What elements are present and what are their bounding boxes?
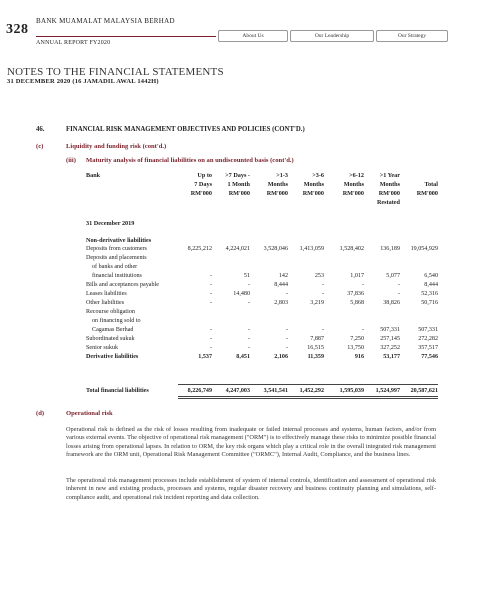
operational-risk-paragraph-1: Operational risk is defined as the risk of losses resulting from inadequate or failed internal processes and systems, human factors, and/or from various external events. The objective of operational risk management ("ORM") is to effectively manage these risks to minimize possible financial losses arising from operational lapses. In relation to ORM, the key risk organs which play a critical role in the overall integrated risk management framework are the ORM unit, Operational Risk Management Committee ("ORMC"), Internal Audit, Compliance, and the business lines.: [66, 426, 436, 458]
table-cell: 38,826: [383, 300, 400, 306]
table-cell: -: [209, 300, 212, 306]
table-cell: -: [209, 291, 212, 297]
column-header: RM'000: [302, 190, 324, 197]
table-cell: 142: [278, 273, 288, 279]
table-cell: 53,177: [383, 354, 400, 360]
column-header: Restated: [376, 199, 400, 206]
row-label: on financing sold to: [92, 318, 141, 324]
table-cell: 2,803: [274, 300, 288, 306]
table-cell: -: [397, 291, 400, 297]
table-cell: 1,452,292: [299, 388, 324, 394]
table-group: Non-derivative liabilities: [86, 237, 152, 244]
row-label: Derivative liabilities: [86, 354, 139, 360]
table-cell: -: [361, 282, 364, 288]
table-cell: 357,517: [418, 345, 438, 351]
column-header: Months: [379, 181, 400, 188]
table-cell: 8,444: [424, 282, 438, 288]
total-bottom-rule: [178, 396, 438, 397]
table-row: [66, 326, 436, 335]
table-cell: 20,587,621: [410, 388, 438, 394]
total-top-rule: [178, 384, 438, 385]
report-name: ANNUAL REPORT FY2020: [36, 40, 111, 46]
table-cell: -: [285, 291, 288, 297]
row-label: Subordinated sukuk: [86, 336, 135, 342]
table-cell: 77,546: [421, 354, 438, 360]
table-cell: 3,219: [310, 300, 324, 306]
table-bank-label: Bank: [86, 172, 101, 179]
section-number: 46.: [36, 126, 45, 133]
column-header: RM'000: [228, 190, 250, 197]
nav-our-leadership[interactable]: Our Leadership: [290, 30, 374, 42]
table-total-row: [66, 387, 436, 396]
table-cell: 1,413,059: [299, 246, 324, 252]
table-cell: 4,224,021: [225, 246, 250, 252]
row-label: Deposits and placements: [86, 255, 147, 261]
table-cell: 136,189: [380, 246, 400, 252]
nav-about-us[interactable]: About Us: [218, 30, 288, 42]
table-cell: 16,515: [307, 345, 324, 351]
page-number: 328: [6, 22, 29, 37]
table-cell: 3,541,541: [263, 388, 288, 394]
column-header: Months: [267, 181, 288, 188]
row-label: Cagamas Berhad: [92, 327, 134, 333]
table-cell: -: [247, 282, 250, 288]
column-header: Months: [303, 181, 324, 188]
table-cell: 1,537: [198, 354, 212, 360]
table-cell: 6,540: [424, 273, 438, 279]
subsection-iii-title: Maturity analysis of financial liabilities on an undiscounted basis (cont'd.): [86, 157, 294, 164]
table-cell: -: [321, 327, 324, 333]
column-header: RM'000: [190, 190, 212, 197]
table-cell: -: [321, 291, 324, 297]
table-cell: -: [361, 327, 364, 333]
table-row: [66, 344, 436, 353]
row-label: Leases liabilities: [86, 291, 127, 297]
table-cell: 50,716: [421, 300, 438, 306]
table-row: [66, 245, 436, 254]
subsection-iii-label: (iii): [66, 157, 76, 164]
table-row: [66, 308, 436, 317]
table-cell: -: [209, 327, 212, 333]
table-cell: 253: [314, 273, 324, 279]
column-header: Total: [424, 181, 438, 188]
table-cell: -: [209, 345, 212, 351]
table-cell: -: [247, 300, 250, 306]
row-label: financial institutions: [92, 273, 142, 279]
column-header: Up to: [197, 172, 212, 179]
column-header: RM'000: [342, 190, 364, 197]
subsection-c-label: (c): [36, 143, 44, 150]
table-period: 31 December 2019: [86, 220, 135, 227]
table-cell: 4,247,003: [225, 388, 250, 394]
table-cell: -: [285, 345, 288, 351]
table-cell: -: [209, 273, 212, 279]
row-label: Bills and acceptances payable: [86, 282, 159, 288]
page-subtitle: 31 DECEMBER 2020 (16 JAMADIL AWAL 1442H): [7, 78, 159, 85]
table-cell: -: [209, 282, 212, 288]
table-cell: 37,836: [347, 291, 364, 297]
column-header: 1 Month: [227, 181, 250, 188]
table-cell: 916: [354, 354, 364, 360]
table-cell: 3,528,046: [263, 246, 288, 252]
subsection-c-title: Liquidity and funding risk (cont'd.): [66, 143, 167, 150]
row-label: Other liabilities: [86, 300, 125, 306]
table-cell: 8,226,749: [187, 388, 212, 394]
table-cell: 7,250: [350, 336, 364, 342]
row-label: Senior sukuk: [86, 345, 118, 351]
column-header: RM'000: [416, 190, 438, 197]
table-cell: -: [285, 327, 288, 333]
page-title: NOTES TO THE FINANCIAL STATEMENTS: [7, 66, 224, 78]
table-row: [66, 353, 436, 362]
row-label: Total financial liabilities: [86, 388, 149, 394]
table-cell: 8,451: [236, 354, 250, 360]
nav-our-strategy[interactable]: Our Strategy: [376, 30, 448, 42]
table-row: [66, 254, 436, 263]
table-cell: 19,054,929: [410, 246, 438, 252]
table-cell: -: [209, 336, 212, 342]
table-row: [66, 281, 436, 290]
table-cell: 7,887: [310, 336, 324, 342]
row-label: Deposits from customers: [86, 246, 147, 252]
table-cell: 1,524,997: [375, 388, 400, 394]
table-cell: 2,106: [274, 354, 288, 360]
table-row: [66, 299, 436, 308]
table-row: [66, 335, 436, 344]
table-cell: 14,480: [233, 291, 250, 297]
table-cell: -: [321, 282, 324, 288]
column-header: 7 Days: [194, 181, 212, 188]
table-cell: 1,528,402: [339, 246, 364, 252]
column-header: >6-12: [349, 172, 364, 179]
table-cell: 327,252: [380, 345, 400, 351]
column-header: >3-6: [312, 172, 324, 179]
column-header: RM'000: [378, 190, 400, 197]
table-cell: -: [247, 336, 250, 342]
table-cell: -: [247, 327, 250, 333]
table-cell: 272,282: [418, 336, 438, 342]
column-header: >1-3: [276, 172, 288, 179]
table-cell: 8,444: [274, 282, 288, 288]
table-row: [66, 290, 436, 299]
column-header: >1 Year: [379, 172, 400, 179]
table-cell: 1,017: [350, 273, 364, 279]
table-cell: 11,359: [307, 354, 324, 360]
table-cell: 5,077: [386, 273, 400, 279]
row-label: of banks and other: [92, 264, 138, 270]
table-cell: 52,316: [421, 291, 438, 297]
table-cell: 5,868: [350, 300, 364, 306]
operational-risk-paragraph-2: The operational risk management processes include establishment of system of internal controls, identification and assessment of operational risk inherent in new and existing products, processes and systems, regular disaster recovery and business continuity planning and simulations, self-compliance audit, and operational risk incident reporting and data collection.: [66, 477, 436, 501]
subsection-d-label: (d): [36, 410, 45, 417]
table-cell: -: [247, 345, 250, 351]
table-cell: 13,750: [347, 345, 364, 351]
bank-name: BANK MUAMALAT MALAYSIA BERHAD: [36, 17, 175, 25]
table-cell: 507,331: [418, 327, 438, 333]
subsection-d-title: Operational risk: [66, 410, 113, 417]
total-double-rule: [178, 398, 438, 399]
table-cell: -: [397, 282, 400, 288]
row-label: Recourse obligation: [86, 309, 135, 315]
column-header: RM'000: [266, 190, 288, 197]
table-row: [66, 317, 436, 326]
table-cell: 507,331: [380, 327, 400, 333]
header-divider: [36, 36, 216, 37]
column-header: >7 Days -: [225, 172, 250, 179]
section-title: FINANCIAL RISK MANAGEMENT OBJECTIVES AND POLICIES (CONT'D.): [66, 126, 305, 133]
table-row: [66, 272, 436, 281]
table-cell: 257,145: [380, 336, 400, 342]
table-cell: 51: [243, 273, 250, 279]
table-cell: -: [285, 336, 288, 342]
table-cell: 1,595,039: [339, 388, 364, 394]
table-row: [66, 263, 436, 272]
column-header: Months: [343, 181, 364, 188]
table-cell: 8,225,212: [187, 246, 212, 252]
